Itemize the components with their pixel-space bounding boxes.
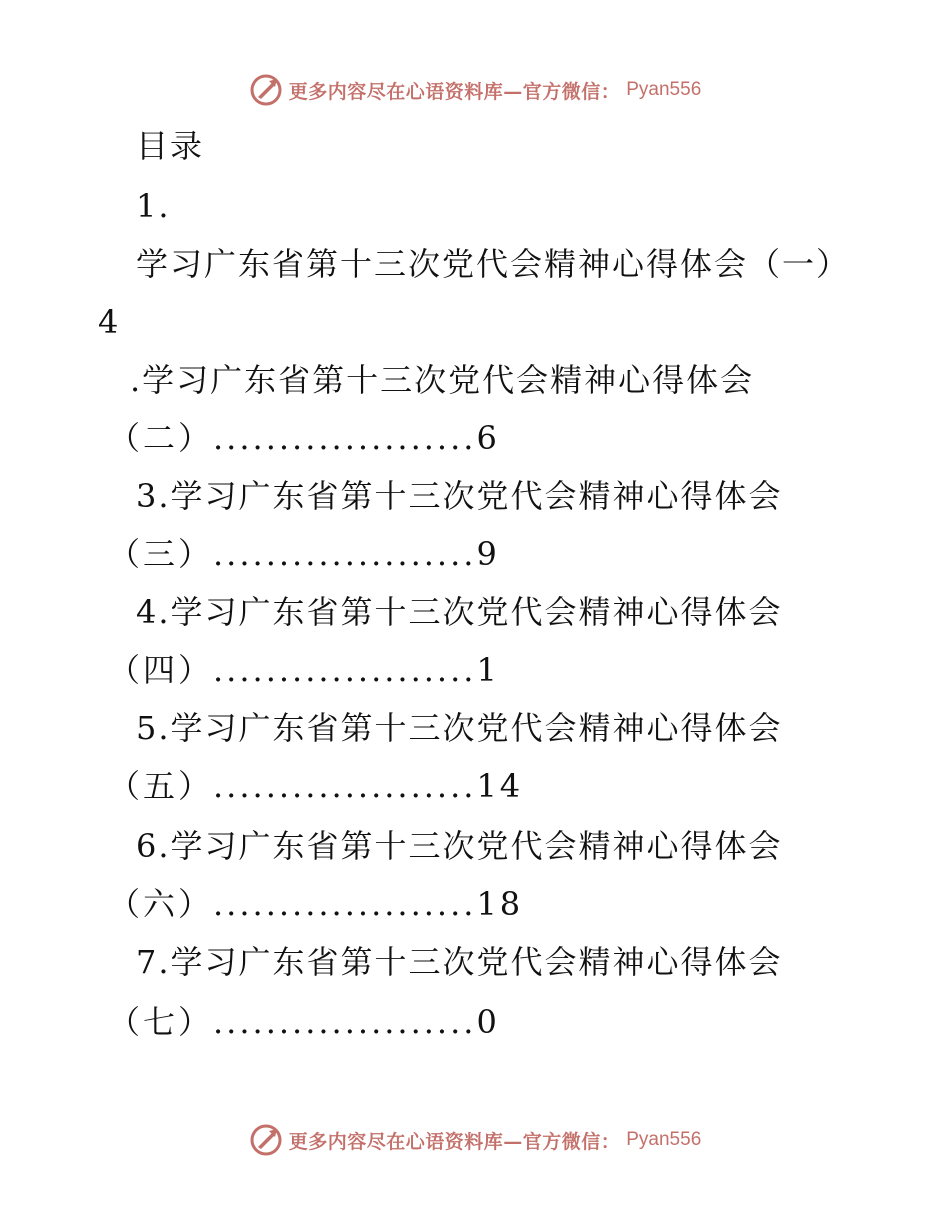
header-watermark (0, 70, 950, 110)
toc-line: 学习广东省第十三次党代会精神心得体会（一） (136, 245, 851, 283)
toc-line: 6.学习广东省第十三次党代会精神心得体会 (136, 827, 783, 865)
header-watermark-text: 更多内容尽在心语资料库—官方微信： (288, 80, 621, 103)
toc-line: 4 (98, 303, 121, 341)
toc-line: （五）....................14 (108, 767, 524, 805)
quill-logo-icon (249, 73, 283, 107)
toc-line: （四）....................1 (108, 651, 500, 689)
header-watermark-id: Pyan556 (626, 79, 702, 100)
toc-line: .学习广东省第十三次党代会精神心得体会 (130, 361, 755, 399)
toc-line: （三）....................9 (108, 535, 500, 573)
toc-line: （二）....................6 (108, 419, 500, 457)
toc-line: 7.学习广东省第十三次党代会精神心得体会 (136, 943, 783, 981)
toc-line: 3.学习广东省第十三次党代会精神心得体会 (136, 477, 783, 515)
toc-line: （七）....................0 (108, 1003, 500, 1041)
toc-title: 目录 (136, 127, 205, 165)
toc-line: （六）....................18 (108, 885, 524, 923)
footer-watermark-id: Pyan556 (626, 1129, 702, 1150)
toc-line: 4.学习广东省第十三次党代会精神心得体会 (136, 593, 783, 631)
footer-watermark (0, 1120, 950, 1160)
toc-line: 5.学习广东省第十三次党代会精神心得体会 (136, 709, 783, 747)
toc-line: 1. (136, 187, 171, 225)
footer-watermark-text: 更多内容尽在心语资料库—官方微信： (288, 1130, 621, 1153)
quill-logo-icon (249, 1123, 283, 1157)
